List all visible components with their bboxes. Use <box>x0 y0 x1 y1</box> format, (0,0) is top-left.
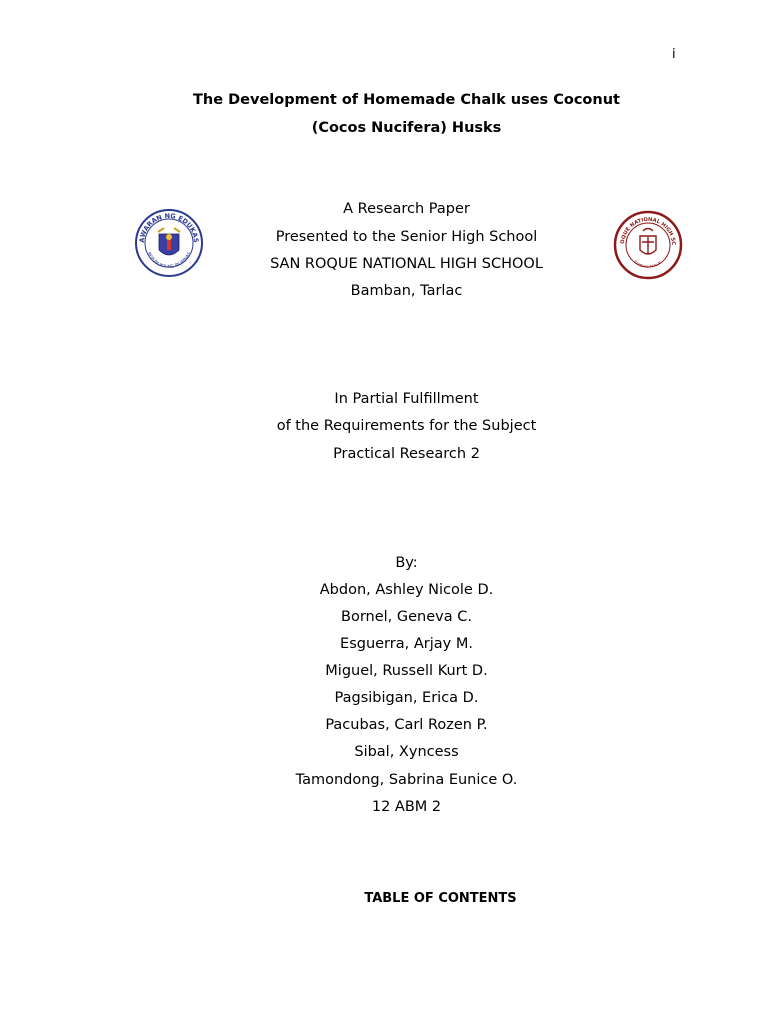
author-name: Esguerra, Arjay M. <box>340 636 473 652</box>
fulfillment-line-1: In Partial Fulfillment <box>334 391 479 407</box>
author-name: Pacubas, Carl Rozen P. <box>325 717 488 733</box>
presented-line-1: A Research Paper <box>343 201 470 217</box>
school-name: SAN ROQUE NATIONAL HIGH SCHOOL <box>270 256 543 272</box>
author-name: Miguel, Russell Kurt D. <box>325 663 488 679</box>
svg-text:BAMBAN, TARLAC: BAMBAN, TARLAC <box>632 259 664 270</box>
paper-title-line-1: The Development of Homemade Chalk uses Coconut <box>193 92 620 108</box>
paper-title-line-2: (Cocos Nucifera) Husks <box>311 120 502 136</box>
svg-text:SAN ROQUE NATIONAL HIGH SCHOOL: OQUE NATIONAL HIGH SC <box>619 216 677 246</box>
page-number: i <box>672 47 676 62</box>
author-name: Pagsibigan, Erica D. <box>334 690 479 706</box>
author-name: Bornel, Geneva C. <box>341 609 472 625</box>
presented-line-2: Presented to the Senior High School <box>275 229 538 245</box>
by-label: By: <box>395 555 418 571</box>
author-name: Abdon, Ashley Nicole D. <box>319 582 494 598</box>
svg-text:KAGAWARAN NG EDUKASYON: AWARAN NG EDUKAS <box>137 211 201 244</box>
author-name: Sibal, Xyncess <box>354 744 459 760</box>
subject-name: Practical Research 2 <box>333 446 480 462</box>
svg-text:REPUBLIKA NG PILIPINAS: REPUBLIKA NG PILIPINAS <box>145 251 193 271</box>
toc-heading: TABLE OF CONTENTS <box>364 891 517 906</box>
author-name: Tamondong, Sabrina Eunice O. <box>295 772 518 788</box>
section-name: 12 ABM 2 <box>371 799 442 815</box>
fulfillment-line-2: of the Requirements for the Subject <box>276 418 537 434</box>
school-location: Bamban, Tarlac <box>350 283 463 299</box>
